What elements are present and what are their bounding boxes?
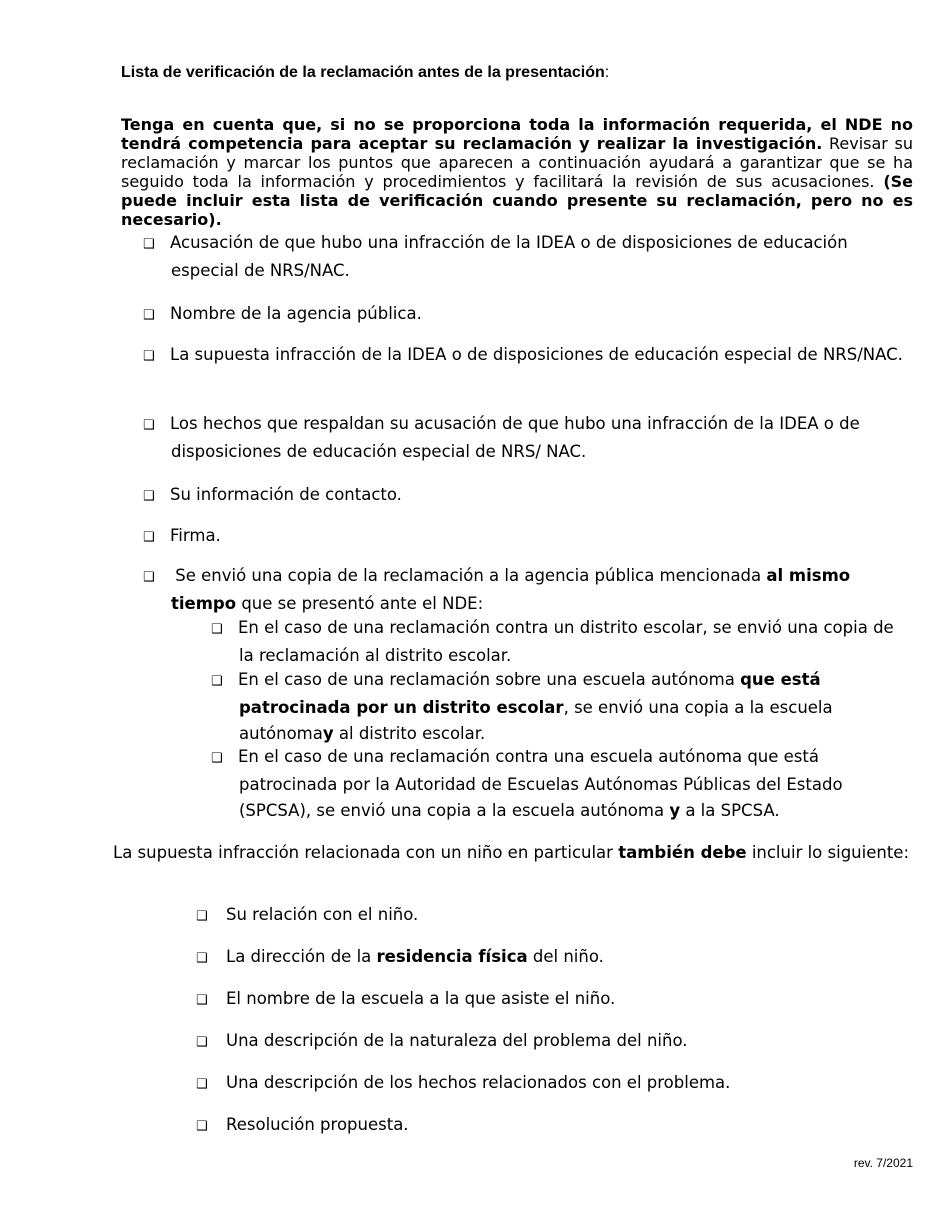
child-item-text: Su relación con el niño. bbox=[226, 905, 419, 924]
checklist-item-text: Su información de contacto. bbox=[170, 485, 402, 504]
child-item-relationship[interactable] bbox=[196, 902, 418, 930]
child-item-text: El nombre de la escuela a la que asiste el niño. bbox=[226, 989, 616, 1008]
checkbox-icon[interactable]: ❑ bbox=[211, 751, 223, 766]
revision-label: rev. 7/2021 bbox=[853, 1156, 913, 1170]
checklist-item-text: Acusación de que hubo una infracción de la IDEA o de disposiciones de educación especial de NRS/NAC. bbox=[170, 233, 848, 280]
checkbox-icon[interactable]: ❑ bbox=[196, 993, 208, 1008]
checklist-item-contact[interactable] bbox=[143, 482, 913, 510]
title-text: Lista de verificación de la reclamación antes de la presentación bbox=[121, 64, 605, 81]
checklist-item-text: La supuesta infracción de la IDEA o de disposiciones de educación especial de NRS/NAC. bbox=[170, 345, 903, 364]
checkbox-icon[interactable]: ❑ bbox=[196, 909, 208, 924]
checkbox-icon[interactable]: ❑ bbox=[196, 1119, 208, 1134]
intro-body: Revisar su reclamación y marcar los puntos que aparecen a continuación ayudará a garantizar que se ha seguido toda la información y procedimientos y facilitará la revisión de sus acusaciones. bbox=[121, 134, 913, 191]
child-item-text: del niño. bbox=[527, 947, 604, 966]
child-item-facts[interactable] bbox=[196, 1070, 730, 1098]
child-item-address[interactable] bbox=[196, 944, 604, 972]
title-suffix: : bbox=[604, 64, 610, 81]
checklist-item-bold: al mismo tiempo bbox=[171, 566, 851, 613]
sub-item-text: a la SPCSA. bbox=[680, 801, 780, 820]
sub-item-text: al distrito escolar. bbox=[333, 724, 486, 743]
checklist-item-text: Nombre de la agencia pública. bbox=[170, 304, 422, 323]
checklist-item-signature[interactable] bbox=[143, 523, 913, 551]
sub-item-bold: y bbox=[669, 801, 681, 820]
checklist-item-text: que se presentó ante el NDE: bbox=[236, 594, 484, 613]
child-para-text: incluir lo siguiente: bbox=[746, 843, 909, 862]
sub-item-text: En el caso de una reclamación sobre una escuela autónoma bbox=[238, 670, 741, 689]
child-item-resolution[interactable] bbox=[196, 1112, 409, 1140]
sub-item-text: , se envió una copia a la escuela autónoma bbox=[239, 698, 833, 743]
child-requirements-paragraph bbox=[113, 842, 913, 864]
checklist-item-allegation[interactable] bbox=[143, 230, 913, 284]
child-para-bold: también debe bbox=[618, 843, 747, 862]
child-item-bold: residencia física bbox=[376, 947, 528, 966]
checklist-item-text: Los hechos que respaldan su acusación de que hubo una infracción de la IDEA o de disposiciones de educación especial de NRS/ NAC. bbox=[170, 414, 860, 461]
child-item-text: Resolución propuesta. bbox=[226, 1115, 409, 1134]
checkbox-icon[interactable]: ❑ bbox=[211, 674, 223, 689]
checkbox-icon[interactable]: ❑ bbox=[196, 1077, 208, 1092]
child-para-text: La supuesta infracción relacionada con un niño en particular bbox=[113, 843, 619, 862]
checkbox-icon[interactable]: ❑ bbox=[143, 418, 155, 433]
checkbox-icon[interactable]: ❑ bbox=[196, 951, 208, 966]
child-item-problem[interactable] bbox=[196, 1028, 688, 1056]
intro-bold-tail: (Se puede incluir esta lista de verificación cuando presente su reclamación, pero no es necesario). bbox=[121, 172, 913, 229]
sub-item-bold: que está patrocinada por un distrito escolar bbox=[239, 670, 821, 717]
sub-item-text: En el caso de una reclamación contra un distrito escolar, se envió una copia de la reclamación al distrito escolar. bbox=[238, 618, 894, 665]
checkbox-icon[interactable]: ❑ bbox=[143, 237, 155, 252]
checklist-item-text: Firma. bbox=[170, 526, 221, 545]
child-item-text: Una descripción de la naturaleza del problema del niño. bbox=[226, 1031, 688, 1050]
checklist-item-copy-sent[interactable] bbox=[143, 563, 917, 617]
checkbox-icon[interactable]: ❑ bbox=[143, 530, 155, 545]
checklist-item-text: Se envió una copia de la reclamación a la agencia pública mencionada bbox=[170, 566, 767, 585]
child-item-text: La dirección de la bbox=[226, 947, 377, 966]
child-item-text: Una descripción de los hechos relacionados con el problema. bbox=[226, 1073, 731, 1092]
checkbox-icon[interactable]: ❑ bbox=[196, 1035, 208, 1050]
intro-paragraph bbox=[121, 115, 913, 229]
checkbox-icon[interactable]: ❑ bbox=[143, 349, 155, 364]
checkbox-icon[interactable]: ❑ bbox=[143, 489, 155, 504]
checkbox-icon[interactable]: ❑ bbox=[211, 622, 223, 637]
checklist-item-violation[interactable] bbox=[143, 342, 913, 370]
checklist-item-agency-name[interactable] bbox=[143, 301, 913, 329]
sub-item-charter-spcsa[interactable] bbox=[211, 744, 913, 824]
checkbox-icon[interactable]: ❑ bbox=[143, 570, 155, 585]
child-item-school[interactable] bbox=[196, 986, 615, 1014]
intro-bold-lead: Tenga en cuenta que, si no se proporciona toda la información requerida, el NDE no tendrá competencia para aceptar su reclamación y realizar la investigación. bbox=[121, 115, 913, 153]
checkbox-icon[interactable]: ❑ bbox=[143, 308, 155, 323]
sub-item-charter-district[interactable] bbox=[211, 667, 913, 747]
checklist-item-facts[interactable] bbox=[143, 411, 917, 465]
sub-item-school-district[interactable] bbox=[211, 615, 913, 669]
sub-item-bold: y bbox=[322, 724, 334, 743]
page-title bbox=[121, 64, 609, 82]
sub-item-text: En el caso de una reclamación contra una escuela autónoma que está patrocinada por la Autoridad de Escuelas Autónomas Públicas del Estado (SPCSA), se envió una copia a la escuela autónoma bbox=[238, 747, 843, 820]
